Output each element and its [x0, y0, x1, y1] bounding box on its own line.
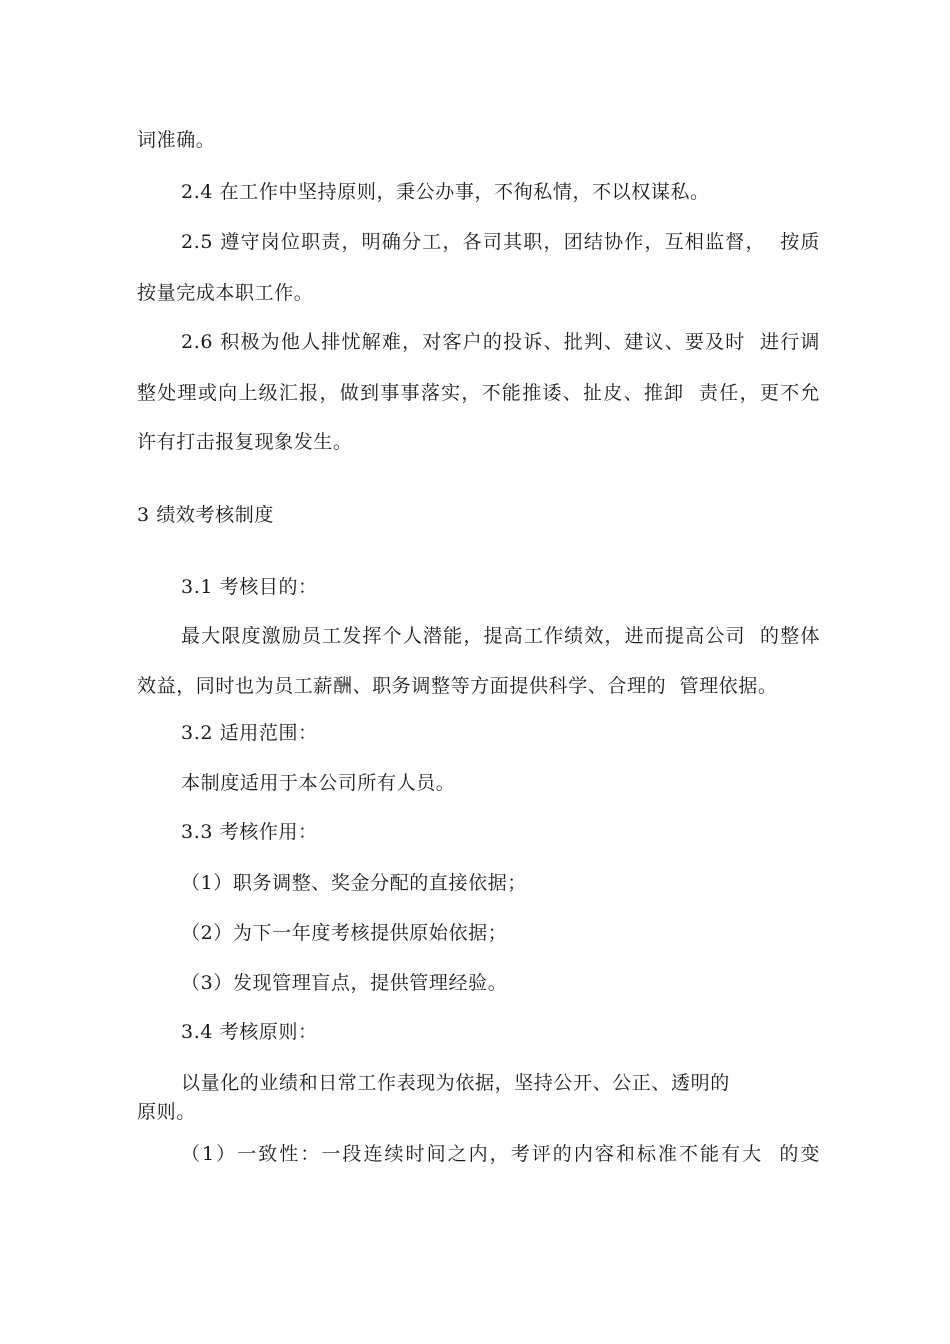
text-line: 以量化的业绩和日常工作表现为依据，坚持公开、公正、透明的	[181, 1072, 730, 1094]
subsection-heading: 3.2 适用范围：	[181, 722, 318, 744]
text-line: 按量完成本职工作。	[137, 282, 314, 304]
text-line: 原则。	[137, 1101, 196, 1123]
list-item: （2）为下一年度考核提供原始依据；	[181, 922, 508, 944]
text-line: 许有打击报复现象发生。	[137, 431, 353, 453]
text-line: 2.6 积极为他人排忧解难，对客户的投诉、批判、建议、要及时 进行调	[181, 331, 820, 353]
list-item: （1）一致性：一段连续时间之内，考评的内容和标准不能有大 的变	[181, 1143, 820, 1165]
text-line: 效益，同时也为员工薪酬、职务调整等方面提供科学、合理的 管理依据。	[137, 675, 778, 697]
text-line: 最大限度激励员工发挥个人潜能，提高工作绩效，进而提高公司 的整体	[181, 625, 820, 647]
section-heading: 3 绩效考核制度	[137, 504, 274, 526]
text-line: 2.5 遵守岗位职责，明确分工，各司其职，团结协作，互相监督， 按质	[181, 231, 820, 253]
subsection-heading: 3.1 考核目的：	[181, 576, 318, 598]
text-line: 本制度适用于本公司所有人员。	[181, 772, 456, 794]
subsection-heading: 3.4 考核原则：	[181, 1021, 318, 1043]
subsection-heading: 3.3 考核作用：	[181, 821, 318, 843]
text-line: 词准确。	[137, 129, 216, 151]
list-item: （3）发现管理盲点，提供管理经验。	[181, 972, 508, 994]
text-line: 整处理或向上级汇报，做到事事落实，不能推诿、扯皮、推卸 责任，更不允	[137, 382, 820, 404]
list-item: （1）职务调整、奖金分配的直接依据；	[181, 872, 527, 894]
text-line: 2.4 在工作中坚持原则，秉公办事，不徇私情，不以权谋私。	[181, 181, 710, 203]
